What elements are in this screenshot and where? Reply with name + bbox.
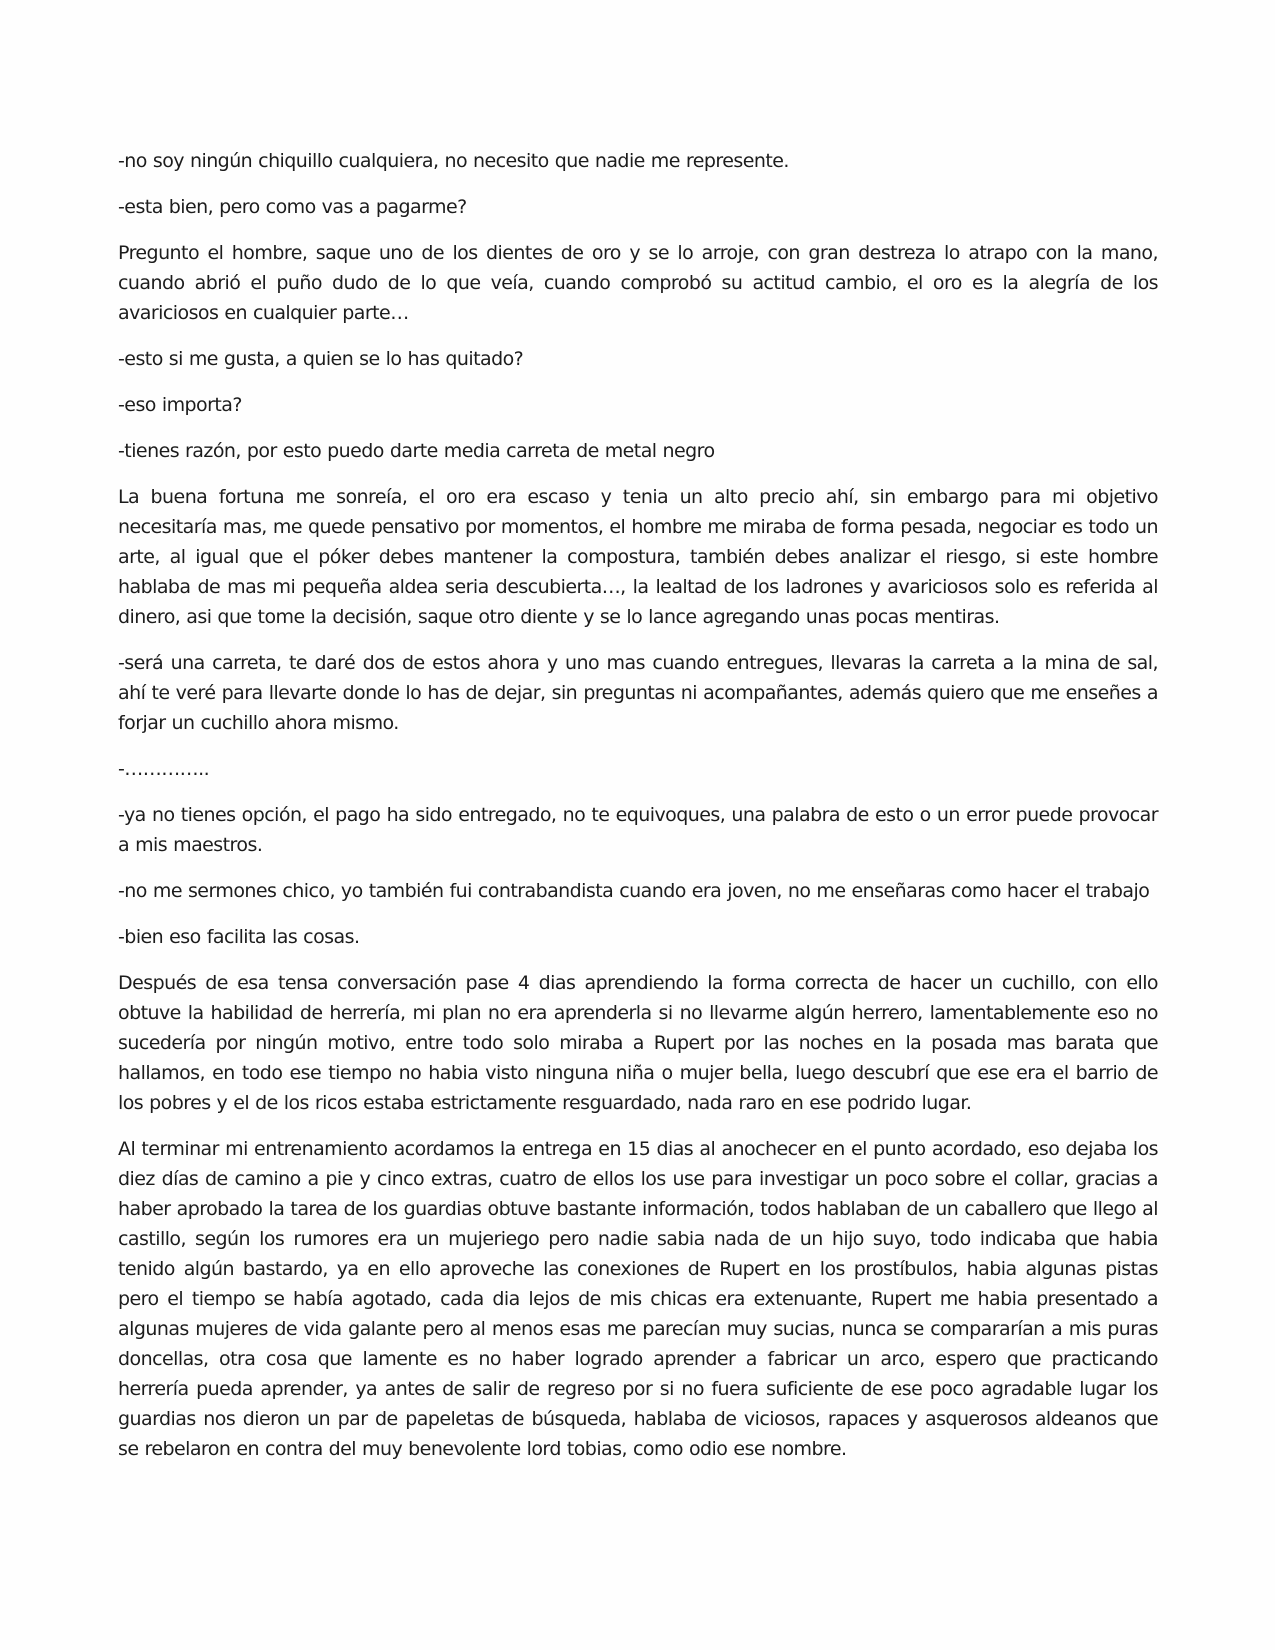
paragraph-dialogue: -no me sermones chico, yo también fui contrabandista cuando era joven, no me enseñaras como hacer el trabajo [118,880,1150,902]
document-body [118,146,1158,1480]
paragraph-dialogue: -………….. [118,758,210,780]
paragraph-dialogue: -esta bien, pero como vas a pagarme? [118,196,467,218]
paragraph-dialogue: -será una carreta, te daré dos de estos ahora y uno mas cuando entregues, llevaras la carreta a la mina de sal, ahí te veré para llevarte donde lo has de dejar, sin preguntas ni acompañantes, además quiero que me enseñes a forjar un cuchillo ahora mismo. [118,652,1158,734]
paragraph-narration: La buena fortuna me sonreía, el oro era escaso y tenia un alto precio ahí, sin embargo para mi objetivo necesitaría mas, me quede pensativo por momentos, el hombre me miraba de forma pesada, negociar es todo un arte, al igual que el póker debes mantener la compostura, también debes analizar el riesgo, si este hombre hablaba de mas mi pequeña aldea seria descubierta…, la lealtad de los ladrones y avariciosos solo es referida al dinero, asi que tome la decisión, saque otro diente y se lo lance agregando unas pocas mentiras. [118,486,1158,628]
paragraph-dialogue: -esto si me gusta, a quien se lo has quitado? [118,348,524,370]
paragraph-dialogue: -bien eso facilita las cosas. [118,926,360,948]
paragraph-dialogue: -eso importa? [118,394,242,416]
paragraph-dialogue: -ya no tienes opción, el pago ha sido entregado, no te equivoques, una palabra de esto o un error puede provocar a mis maestros. [118,804,1158,856]
paragraph-narration: Pregunto el hombre, saque uno de los dientes de oro y se lo arroje, con gran destreza lo atrapo con la mano, cuando abrió el puño dudo de lo que veía, cuando comprobó su actitud cambio, el oro es la alegría de los avariciosos en cualquier parte… [118,242,1158,324]
paragraph-narration: Al terminar mi entrenamiento acordamos la entrega en 15 dias al anochecer en el punto acordado, eso dejaba los diez días de camino a pie y cinco extras, cuatro de ellos los use para investigar un poco sobre el collar, gracias a haber aprobado la tarea de los guardias obtuve bastante información, todos hablaban de un caballero que llego al castillo, según los rumores era un mujeriego pero nadie sabia nada de un hijo suyo, todo indicaba que habia tenido algún bastardo, ya en ello aproveche las conexiones de Rupert en los prostíbulos, habia algunas pistas pero el tiempo se había agotado, cada dia lejos de mis chicas era extenuante, Rupert me habia presentado a algunas mujeres de vida galante pero al menos esas me parecían muy sucias, nunca se compararían a mis puras doncellas, otra cosa que lamente es no haber logrado aprender a fabricar un arco, espero que practicando herrería pueda aprender, ya antes de salir de regreso por si no fuera suficiente de ese poco agradable lugar los guardias nos dieron un par de papeletas de búsqueda, hablaba de viciosos, rapaces y asquerosos aldeanos que se rebelaron en contra del muy benevolente lord tobias, como odio ese nombre. [118,1138,1158,1460]
paragraph-dialogue: -no soy ningún chiquillo cualquiera, no necesito que nadie me represente. [118,150,789,172]
paragraph-dialogue: -tienes razón, por esto puedo darte media carreta de metal negro [118,440,715,462]
paragraph-narration: Después de esa tensa conversación pase 4 dias aprendiendo la forma correcta de hacer un cuchillo, con ello obtuve la habilidad de herrería, mi plan no era aprenderla si no llevarme algún herrero, lamentablemente eso no sucedería por ningún motivo, entre todo solo miraba a Rupert por las noches en la posada mas barata que hallamos, en todo ese tiempo no habia visto ninguna niña o mujer bella, luego descubrí que ese era el barrio de los pobres y el de los ricos estaba estrictamente resguardado, nada raro en ese podrido lugar. [118,972,1158,1114]
